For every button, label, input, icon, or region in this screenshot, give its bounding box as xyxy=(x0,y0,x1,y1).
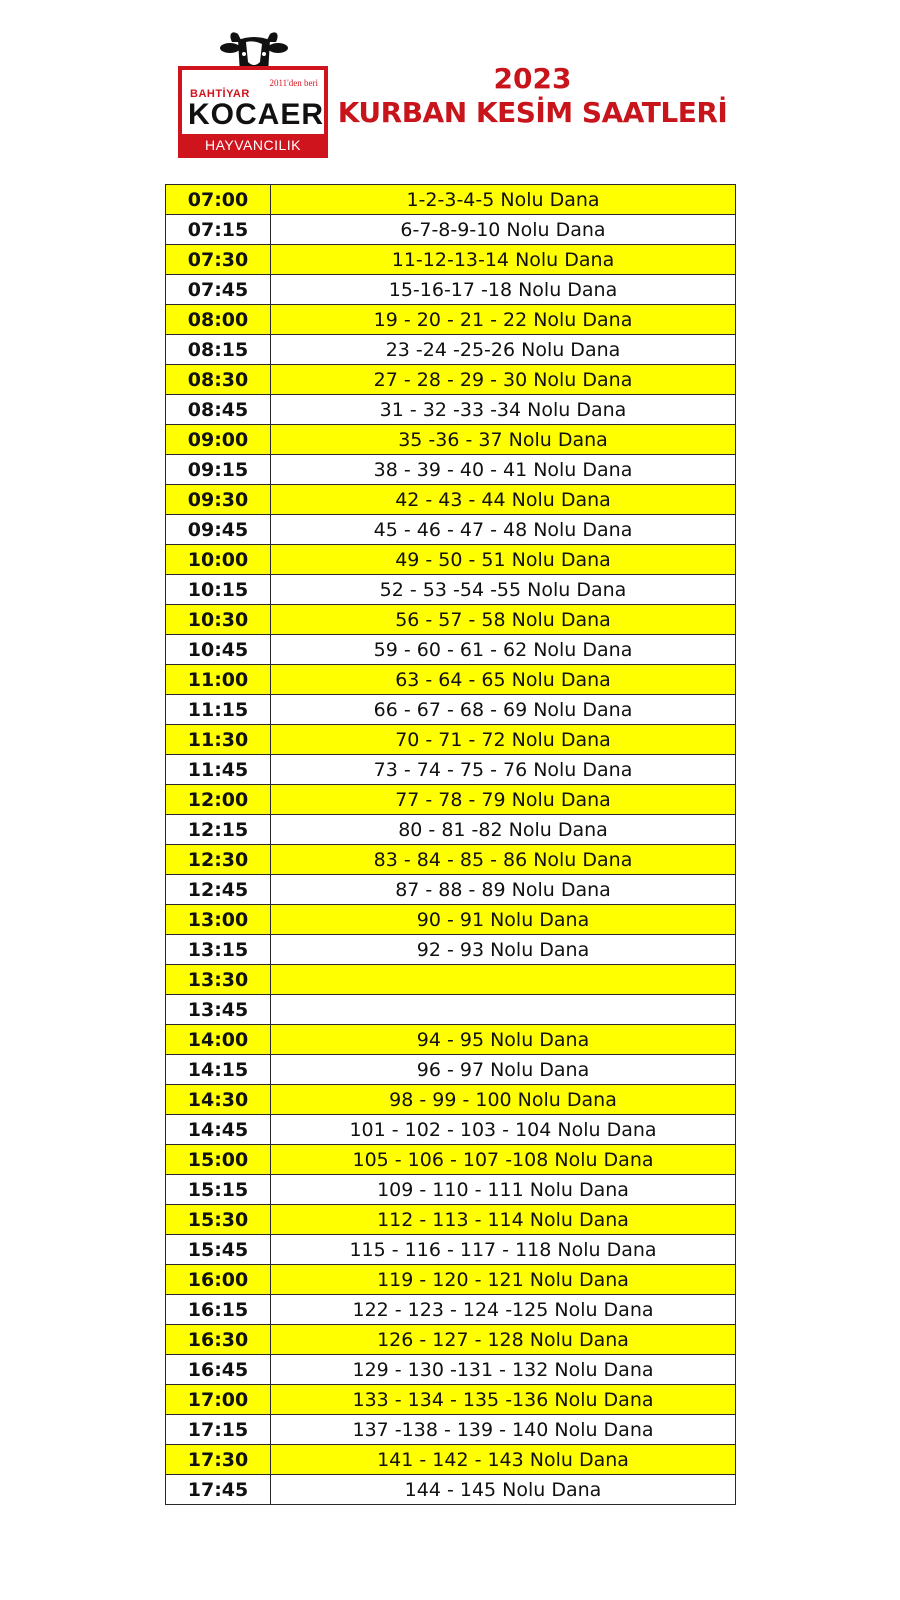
time-cell: 10:15 xyxy=(166,575,271,605)
time-cell: 08:15 xyxy=(166,335,271,365)
time-cell: 15:00 xyxy=(166,1145,271,1175)
table-row xyxy=(166,785,736,815)
table-row xyxy=(166,665,736,695)
animals-cell: 105 - 106 - 107 -108 Nolu Dana xyxy=(271,1145,736,1175)
table-row xyxy=(166,515,736,545)
animals-cell: 141 - 142 - 143 Nolu Dana xyxy=(271,1445,736,1475)
time-cell: 17:00 xyxy=(166,1385,271,1415)
time-cell: 15:30 xyxy=(166,1205,271,1235)
animals-cell: 129 - 130 -131 - 132 Nolu Dana xyxy=(271,1355,736,1385)
logo-frame xyxy=(178,66,328,158)
time-cell: 17:45 xyxy=(166,1475,271,1505)
table-row xyxy=(166,1385,736,1415)
table-row xyxy=(166,965,736,995)
table-row xyxy=(166,1325,736,1355)
table-row xyxy=(166,245,736,275)
table-row xyxy=(166,1175,736,1205)
animals-cell: 15-16-17 -18 Nolu Dana xyxy=(271,275,736,305)
time-cell: 09:00 xyxy=(166,425,271,455)
time-cell: 10:00 xyxy=(166,545,271,575)
table-row xyxy=(166,1025,736,1055)
animals-cell: 38 - 39 - 40 - 41 Nolu Dana xyxy=(271,455,736,485)
animals-cell: 19 - 20 - 21 - 22 Nolu Dana xyxy=(271,305,736,335)
animals-cell: 77 - 78 - 79 Nolu Dana xyxy=(271,785,736,815)
table-row xyxy=(166,1055,736,1085)
time-cell: 16:00 xyxy=(166,1265,271,1295)
time-cell: 15:15 xyxy=(166,1175,271,1205)
logo-year-text: 2011'den beri xyxy=(269,78,318,88)
animals-cell: 66 - 67 - 68 - 69 Nolu Dana xyxy=(271,695,736,725)
table-row xyxy=(166,305,736,335)
animals-cell: 45 - 46 - 47 - 48 Nolu Dana xyxy=(271,515,736,545)
table-row xyxy=(166,185,736,215)
animals-cell: 98 - 99 - 100 Nolu Dana xyxy=(271,1085,736,1115)
time-cell: 11:00 xyxy=(166,665,271,695)
table-row xyxy=(166,1295,736,1325)
time-cell: 12:45 xyxy=(166,875,271,905)
time-cell: 13:15 xyxy=(166,935,271,965)
animals-cell: 90 - 91 Nolu Dana xyxy=(271,905,736,935)
animals-cell: 122 - 123 - 124 -125 Nolu Dana xyxy=(271,1295,736,1325)
table-row xyxy=(166,695,736,725)
table-row xyxy=(166,485,736,515)
table-row xyxy=(166,1205,736,1235)
logo-main-text: KOCAER xyxy=(188,98,325,131)
table-row xyxy=(166,1415,736,1445)
table-row xyxy=(166,395,736,425)
animals-cell: 101 - 102 - 103 - 104 Nolu Dana xyxy=(271,1115,736,1145)
time-cell: 17:15 xyxy=(166,1415,271,1445)
animals-cell: 80 - 81 -82 Nolu Dana xyxy=(271,815,736,845)
time-cell: 14:00 xyxy=(166,1025,271,1055)
table-row xyxy=(166,1445,736,1475)
animals-cell: 31 - 32 -33 -34 Nolu Dana xyxy=(271,395,736,425)
time-cell: 12:15 xyxy=(166,815,271,845)
animals-cell xyxy=(271,995,736,1025)
time-cell: 11:15 xyxy=(166,695,271,725)
time-cell: 07:15 xyxy=(166,215,271,245)
animals-cell: 6-7-8-9-10 Nolu Dana xyxy=(271,215,736,245)
table-row xyxy=(166,875,736,905)
animals-cell: 92 - 93 Nolu Dana xyxy=(271,935,736,965)
table-row xyxy=(166,635,736,665)
table-row xyxy=(166,575,736,605)
logo-top-text: BAHTİYAR xyxy=(190,88,250,100)
animals-cell: 115 - 116 - 117 - 118 Nolu Dana xyxy=(271,1235,736,1265)
animals-cell: 11-12-13-14 Nolu Dana xyxy=(271,245,736,275)
time-cell: 16:15 xyxy=(166,1295,271,1325)
schedule-body xyxy=(166,185,736,1505)
time-cell: 07:45 xyxy=(166,275,271,305)
animals-cell: 83 - 84 - 85 - 86 Nolu Dana xyxy=(271,845,736,875)
time-cell: 16:30 xyxy=(166,1325,271,1355)
animals-cell: 42 - 43 - 44 Nolu Dana xyxy=(271,485,736,515)
table-row xyxy=(166,425,736,455)
animals-cell: 70 - 71 - 72 Nolu Dana xyxy=(271,725,736,755)
page-title: KURBAN KESİM SAATLERİ xyxy=(337,96,728,129)
animals-cell: 96 - 97 Nolu Dana xyxy=(271,1055,736,1085)
time-cell: 14:45 xyxy=(166,1115,271,1145)
table-row xyxy=(166,1085,736,1115)
animals-cell xyxy=(271,965,736,995)
animals-cell: 112 - 113 - 114 Nolu Dana xyxy=(271,1205,736,1235)
table-row xyxy=(166,215,736,245)
time-cell: 08:30 xyxy=(166,365,271,395)
table-row xyxy=(166,1145,736,1175)
animals-cell: 144 - 145 Nolu Dana xyxy=(271,1475,736,1505)
table-row xyxy=(166,995,736,1025)
animals-cell: 49 - 50 - 51 Nolu Dana xyxy=(271,545,736,575)
table-row xyxy=(166,1355,736,1385)
animals-cell: 35 -36 - 37 Nolu Dana xyxy=(271,425,736,455)
logo-inner xyxy=(182,70,324,134)
animals-cell: 137 -138 - 139 - 140 Nolu Dana xyxy=(271,1415,736,1445)
table-row xyxy=(166,845,736,875)
table-row xyxy=(166,455,736,485)
time-cell: 14:30 xyxy=(166,1085,271,1115)
animals-cell: 126 - 127 - 128 Nolu Dana xyxy=(271,1325,736,1355)
animals-cell: 87 - 88 - 89 Nolu Dana xyxy=(271,875,736,905)
brand-logo xyxy=(178,28,328,158)
animals-cell: 23 -24 -25-26 Nolu Dana xyxy=(271,335,736,365)
title-year: 2023 xyxy=(493,62,572,95)
animals-cell: 133 - 134 - 135 -136 Nolu Dana xyxy=(271,1385,736,1415)
animals-cell: 56 - 57 - 58 Nolu Dana xyxy=(271,605,736,635)
table-row xyxy=(166,335,736,365)
animals-cell: 1-2-3-4-5 Nolu Dana xyxy=(271,185,736,215)
time-cell: 10:30 xyxy=(166,605,271,635)
schedule-table xyxy=(165,184,736,1505)
table-row xyxy=(166,905,736,935)
animals-cell: 27 - 28 - 29 - 30 Nolu Dana xyxy=(271,365,736,395)
table-row xyxy=(166,1115,736,1145)
time-cell: 08:45 xyxy=(166,395,271,425)
table-row xyxy=(166,725,736,755)
time-cell: 11:45 xyxy=(166,755,271,785)
table-row xyxy=(166,815,736,845)
time-cell: 16:45 xyxy=(166,1355,271,1385)
table-row xyxy=(166,1265,736,1295)
page-header xyxy=(0,0,900,170)
title-block xyxy=(330,62,735,130)
time-cell: 09:45 xyxy=(166,515,271,545)
animals-cell: 52 - 53 -54 -55 Nolu Dana xyxy=(271,575,736,605)
time-cell: 11:30 xyxy=(166,725,271,755)
time-cell: 09:15 xyxy=(166,455,271,485)
table-row xyxy=(166,1235,736,1265)
time-cell: 17:30 xyxy=(166,1445,271,1475)
time-cell: 14:15 xyxy=(166,1055,271,1085)
table-row xyxy=(166,935,736,965)
animals-cell: 94 - 95 Nolu Dana xyxy=(271,1025,736,1055)
table-row xyxy=(166,1475,736,1505)
time-cell: 13:45 xyxy=(166,995,271,1025)
time-cell: 13:00 xyxy=(166,905,271,935)
table-row xyxy=(166,605,736,635)
time-cell: 13:30 xyxy=(166,965,271,995)
time-cell: 07:30 xyxy=(166,245,271,275)
table-row xyxy=(166,545,736,575)
animals-cell: 109 - 110 - 111 Nolu Dana xyxy=(271,1175,736,1205)
table-row xyxy=(166,275,736,305)
time-cell: 10:45 xyxy=(166,635,271,665)
table-row xyxy=(166,755,736,785)
animals-cell: 119 - 120 - 121 Nolu Dana xyxy=(271,1265,736,1295)
logo-sub-text: HAYVANCILIK xyxy=(204,137,301,153)
animals-cell: 59 - 60 - 61 - 62 Nolu Dana xyxy=(271,635,736,665)
time-cell: 15:45 xyxy=(166,1235,271,1265)
animals-cell: 63 - 64 - 65 Nolu Dana xyxy=(271,665,736,695)
table-row xyxy=(166,365,736,395)
time-cell: 12:30 xyxy=(166,845,271,875)
time-cell: 09:30 xyxy=(166,485,271,515)
time-cell: 07:00 xyxy=(166,185,271,215)
animals-cell: 73 - 74 - 75 - 76 Nolu Dana xyxy=(271,755,736,785)
time-cell: 12:00 xyxy=(166,785,271,815)
time-cell: 08:00 xyxy=(166,305,271,335)
